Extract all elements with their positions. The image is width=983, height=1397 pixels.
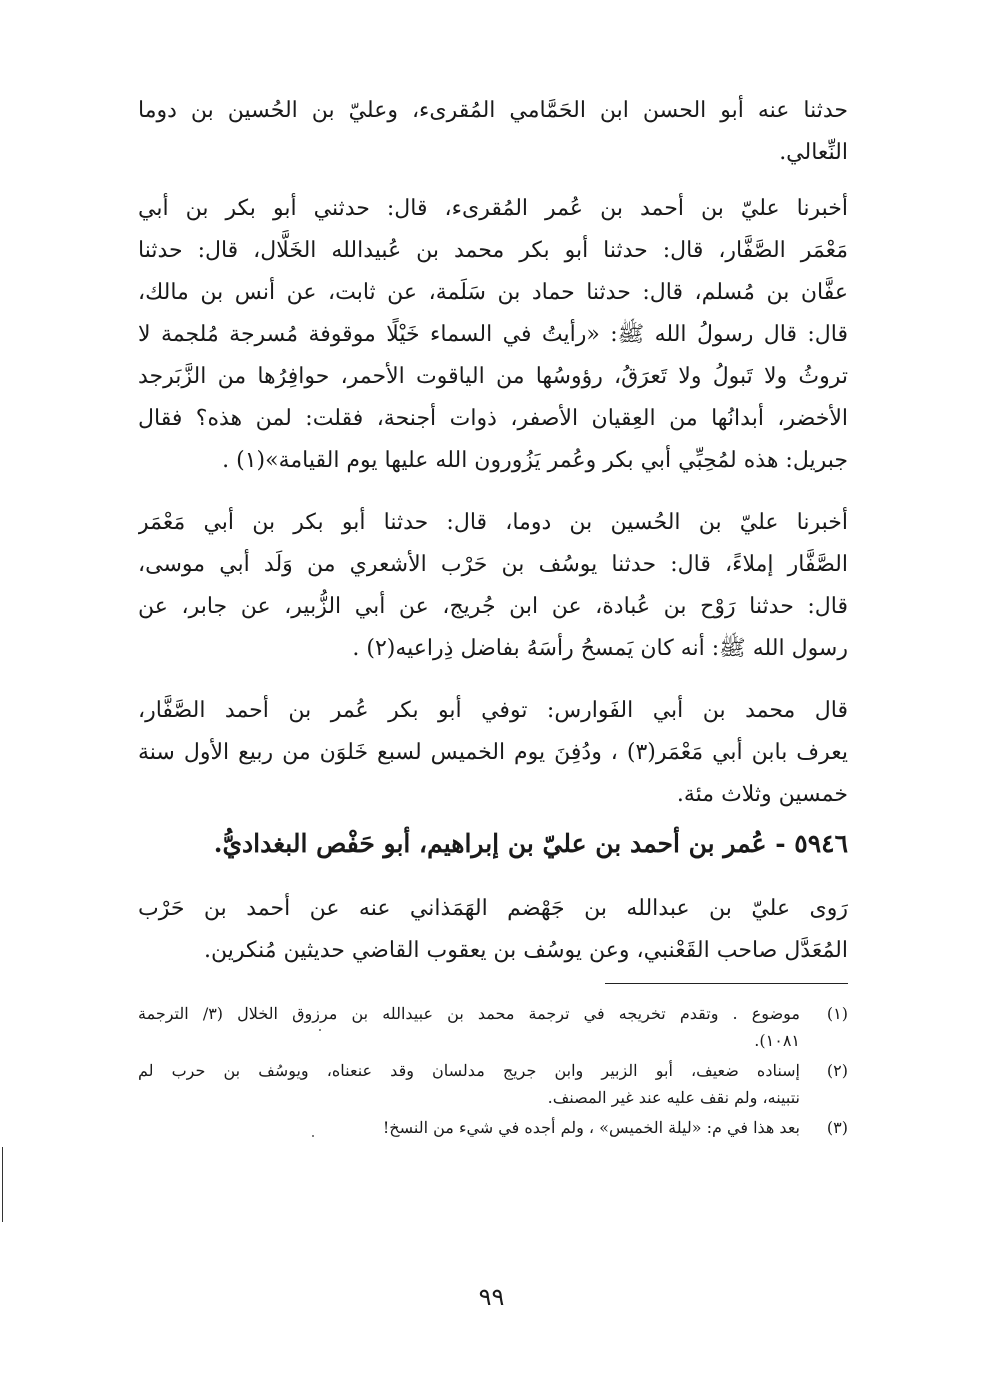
footnote-line: إسناده ضعيف، أبو الزبير وابن جريج مدلسان وقد عنعناه، ويوسُف بن حرب لم	[138, 1061, 800, 1080]
footnote-1	[138, 1000, 848, 1054]
text-line: قال: قال رسولُ الله ﷺ: «رأيتُ في السماء خَيْلًا موقوفة مُسرجة مُلجمة لا	[138, 322, 848, 347]
scan-margin-mark	[2, 1147, 3, 1222]
paragraph-2	[138, 188, 848, 482]
footnote-2	[138, 1057, 848, 1111]
footnote-3	[138, 1114, 848, 1141]
text-line: خمسين وثلاث مئة.	[676, 782, 848, 807]
text-line: الأخضر، أبدانُها من العِقيان الأصفر، ذوات أجنحة، فقلت: لمن هذه؟ فقال	[138, 406, 848, 431]
text-line: حدثنا عنه أبو الحسن ابن الحَمَّامي المُقرىء، وعليّ بن الحُسين بن دوما	[138, 98, 848, 123]
text-line: عفَّان بن مُسلم، قال: حدثنا حماد بن سَلَمة، عن ثابت، عن أنس بن مالك،	[138, 280, 848, 305]
text-line: رَوى عليّ بن عبدالله بن جَهْضم الهَمَذاني عنه عن أحمد بن حَرْب	[138, 896, 848, 921]
scan-speck	[312, 1135, 314, 1137]
footnote-number: (١)	[826, 1004, 848, 1023]
paragraph-1	[138, 90, 848, 174]
footnote-body	[138, 1114, 800, 1141]
entry-paragraph	[138, 888, 848, 972]
footnote-line: بعد هذا في م: «ليلة الخميس» ، ولم أجده في شيء من النسخ!	[382, 1118, 800, 1137]
text-line: الصَّفَّار إملاءً، قال: حدثنا يوسُف بن حَرْب الأشعري من وَلَد أبي موسى،	[138, 552, 848, 577]
text-line: أخبرنا عليّ بن الحُسين بن دوما، قال: حدثنا أبو بكر بن أبي مَعْمَر	[138, 510, 848, 535]
footnote-line: نتبينه، ولم نقف عليه عند غير المصنف.	[547, 1088, 800, 1107]
text-line: مَعْمَر الصَّفَّار، قال: حدثنا أبو بكر محمد بن عُبيدالله الخَلَّال، قال: حدثنا	[138, 238, 848, 263]
paragraph-4	[138, 690, 848, 816]
page-number: ٩٩	[478, 1283, 505, 1311]
paragraph-3	[138, 502, 848, 670]
text-line: رسول الله ﷺ: أنه كان يَمسحُ رأسَهُ بفاضل ذِراعيه(٢) .	[352, 636, 848, 661]
footnote-line: موضوع . وتقدم تخريجه في ترجمة محمد بن عبيدالله بن مرزوق الخلال (٣/ الترجمة	[138, 1004, 800, 1023]
footnote-number: (٢)	[826, 1061, 848, 1080]
footnote-number: (٣)	[826, 1118, 848, 1137]
footnote-body	[138, 1000, 800, 1054]
text-line: قال محمد بن أبي الفَوارس: توفي أبو بكر عُمر بن أحمد الصَّفَّار،	[138, 698, 848, 723]
text-line: تروثُ ولا تَبولُ ولا تَعرَقُ، رؤوسُها من الياقوت الأحمر، حوافِرُها من الزَّبَرجد	[138, 364, 848, 389]
scan-speck	[319, 1029, 321, 1031]
text-line: أخبرنا عليّ بن أحمد بن عُمر المُقرىء، قال: حدثني أبو بكر بن أبي	[138, 196, 848, 221]
text-line: يعرف بابن أبي مَعْمَر(٣) ، ودُفِنَ يوم الخميس لسبع خَلوَن من ربيع الأول سنة	[138, 740, 848, 765]
entry-heading: ٥٩٤٦ - عُمر بن أحمد بن عليّ بن إبراهيم، أبو حَفْص البغداديُّ.	[213, 829, 848, 858]
footnote-separator	[605, 983, 848, 984]
text-line: المُعَدَّل صاحب القَعْنبي، وعن يوسُف بن يعقوب القاضي حديثين مُنكرين.	[203, 938, 848, 963]
text-line: قال: حدثنا رَوْح بن عُبادة، عن ابن جُريج، عن أبي الزُّبير، عن جابر، عن	[138, 594, 848, 619]
text-line: النِّعالي.	[779, 140, 848, 165]
footnote-line: ١٠٨١).	[754, 1031, 800, 1050]
text-line: جبريل: هذه لمُحِبِّي أبي بكر وعُمر يَزُورون الله عليها يوم القيامة»(١) .	[222, 448, 848, 473]
footnote-body	[138, 1057, 800, 1111]
footnotes	[138, 1000, 848, 1144]
